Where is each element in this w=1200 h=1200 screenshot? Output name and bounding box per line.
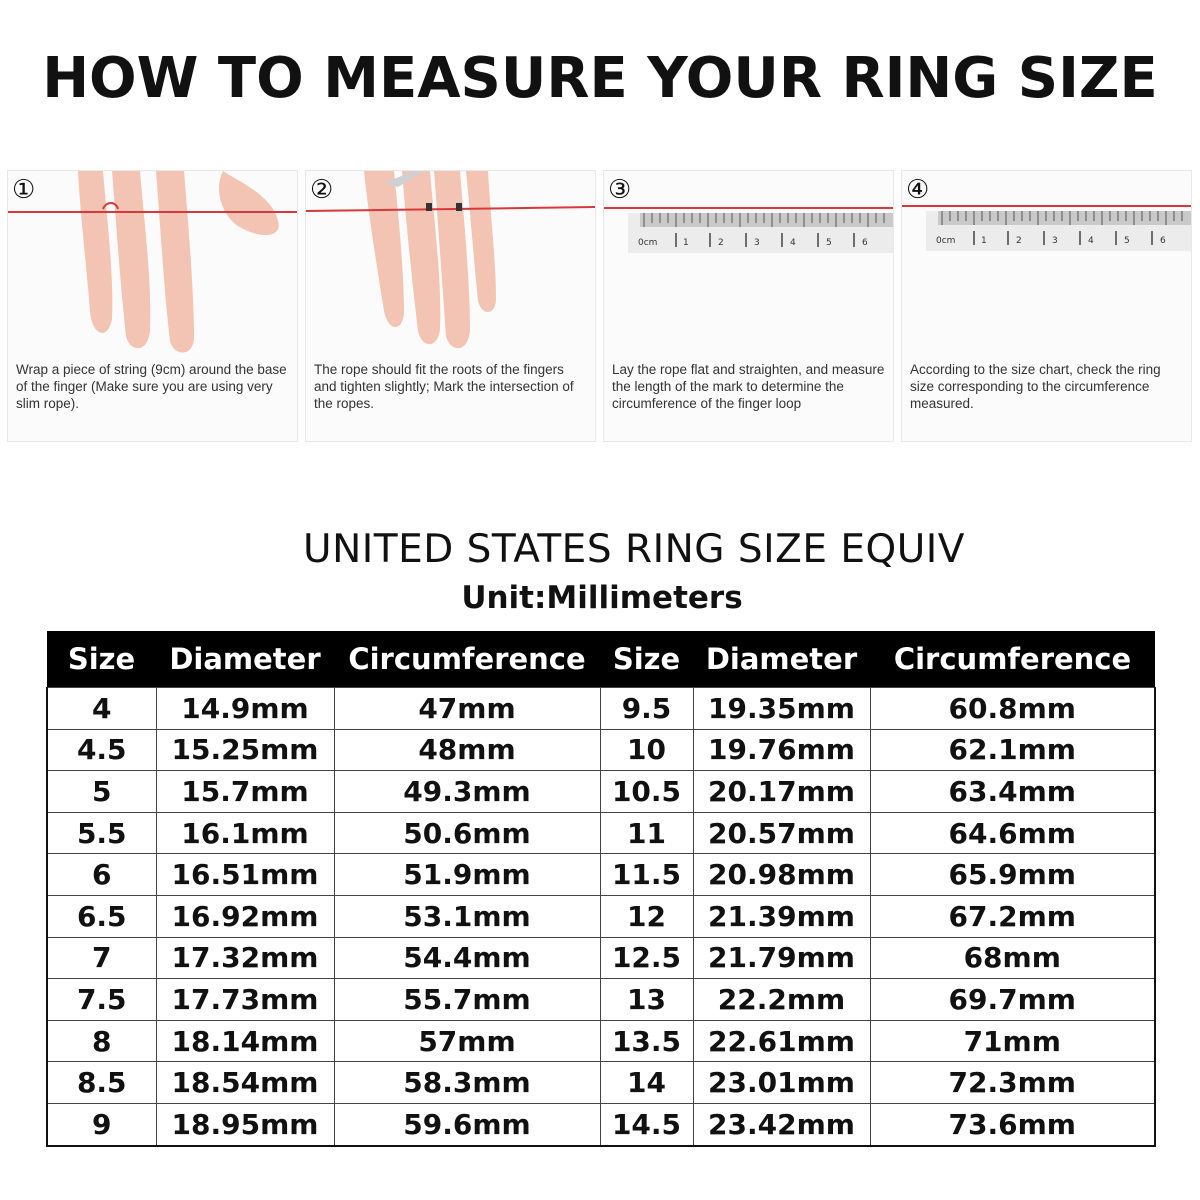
diameter-cell: 20.17mm	[693, 771, 870, 813]
size-cell: 8	[47, 1020, 156, 1062]
ring-size-table	[46, 631, 1156, 1147]
size-cell: 12	[600, 895, 693, 937]
step-number-2: ②	[310, 175, 334, 205]
table-row	[47, 1103, 1155, 1145]
table-row	[47, 1020, 1155, 1062]
size-cell: 13	[600, 979, 693, 1021]
circumference-cell: 51.9mm	[334, 854, 600, 896]
header-size: Size	[47, 631, 156, 688]
circumference-cell: 72.3mm	[870, 1062, 1155, 1104]
circumference-cell: 73.6mm	[870, 1103, 1155, 1145]
size-cell: 7	[47, 937, 156, 979]
diameter-cell: 21.39mm	[693, 895, 870, 937]
circumference-cell: 62.1mm	[870, 729, 1155, 771]
circumference-cell: 48mm	[334, 729, 600, 771]
chart-title: UNITED STATES RING SIZE EQUIV	[303, 527, 965, 572]
table-row	[47, 979, 1155, 1021]
diameter-cell: 17.32mm	[156, 937, 334, 979]
diameter-cell: 14.9mm	[156, 688, 334, 730]
circumference-cell: 55.7mm	[334, 979, 600, 1021]
header-circumference: Circumference	[334, 631, 600, 688]
diameter-cell: 20.98mm	[693, 854, 870, 896]
ruler-label-0: 0cm	[638, 238, 658, 248]
table-row	[47, 854, 1155, 896]
table-row	[47, 895, 1155, 937]
table-row	[47, 688, 1155, 730]
ruler-label-4: 4	[790, 238, 796, 248]
circumference-cell: 47mm	[334, 688, 600, 730]
step-3-text: Lay the rope flat and straighten, and measure the length of the mark to determine the circumference of the finger loop	[612, 362, 885, 411]
size-cell: 9	[47, 1103, 156, 1145]
size-cell: 5.5	[47, 812, 156, 854]
table-row	[47, 771, 1155, 813]
diameter-cell: 22.2mm	[693, 979, 870, 1021]
circumference-cell: 54.4mm	[334, 937, 600, 979]
circumference-cell: 53.1mm	[334, 895, 600, 937]
size-cell: 6.5	[47, 895, 156, 937]
step-1-card	[7, 170, 298, 442]
circumference-cell: 64.6mm	[870, 812, 1155, 854]
size-cell: 11.5	[600, 854, 693, 896]
size-cell: 4.5	[47, 729, 156, 771]
size-cell: 4	[47, 688, 156, 730]
size-cell: 10.5	[600, 771, 693, 813]
size-cell: 11	[600, 812, 693, 854]
circumference-cell: 59.6mm	[334, 1103, 600, 1145]
table-row	[47, 937, 1155, 979]
circumference-cell: 58.3mm	[334, 1062, 600, 1104]
ruler-label-5: 5	[1124, 236, 1130, 246]
size-cell: 12.5	[600, 937, 693, 979]
step-number-4: ④	[906, 175, 930, 205]
circumference-cell: 60.8mm	[870, 688, 1155, 730]
size-cell: 8.5	[47, 1062, 156, 1104]
size-cell: 7.5	[47, 979, 156, 1021]
step-3-ruler-illustration	[604, 171, 894, 356]
diameter-cell: 16.1mm	[156, 812, 334, 854]
ruler-label-3: 3	[1052, 236, 1058, 246]
step-4-text: According to the size chart, check the ring size corresponding to the circumference measured.	[910, 362, 1161, 411]
size-cell: 14.5	[600, 1103, 693, 1145]
diameter-cell: 23.01mm	[693, 1062, 870, 1104]
diameter-cell: 23.42mm	[693, 1103, 870, 1145]
circumference-cell: 68mm	[870, 937, 1155, 979]
ruler-label-1: 1	[683, 238, 689, 248]
ruler-label-4: 4	[1088, 236, 1094, 246]
step-2-card	[305, 170, 596, 442]
diameter-cell: 15.7mm	[156, 771, 334, 813]
size-cell: 9.5	[600, 688, 693, 730]
size-cell: 10	[600, 729, 693, 771]
step-1-hand-illustration	[8, 171, 298, 356]
circumference-cell: 50.6mm	[334, 812, 600, 854]
step-number-1: ①	[12, 175, 36, 205]
header-diameter: Diameter	[156, 631, 334, 688]
ruler-label-6: 6	[862, 238, 868, 248]
circumference-cell: 57mm	[334, 1020, 600, 1062]
diameter-cell: 15.25mm	[156, 729, 334, 771]
step-1-text: Wrap a piece of string (9cm) around the base of the finger (Make sure you are using very slim rope).	[16, 362, 287, 411]
step-4-card	[901, 170, 1192, 442]
size-cell: 13.5	[600, 1020, 693, 1062]
diameter-cell: 19.76mm	[693, 729, 870, 771]
step-4-ruler-illustration	[902, 171, 1192, 356]
ruler-label-5: 5	[826, 238, 832, 248]
diameter-cell: 19.35mm	[693, 688, 870, 730]
circumference-cell: 63.4mm	[870, 771, 1155, 813]
step-3-card	[603, 170, 894, 442]
diameter-cell: 20.57mm	[693, 812, 870, 854]
size-cell: 14	[600, 1062, 693, 1104]
ruler-label-2: 2	[1016, 236, 1022, 246]
diameter-cell: 18.95mm	[156, 1103, 334, 1145]
step-2-text: The rope should fit the roots of the fingers and tighten slightly; Mark the intersection of the ropes.	[314, 362, 574, 411]
ruler-label-6: 6	[1160, 236, 1166, 246]
table-row	[47, 1062, 1155, 1104]
header-size: Size	[600, 631, 693, 688]
circumference-cell: 65.9mm	[870, 854, 1155, 896]
page-title: HOW TO MEASURE YOUR RING SIZE	[42, 46, 1158, 111]
ruler-label-2: 2	[718, 238, 724, 248]
ruler-label-0: 0cm	[936, 236, 956, 246]
circumference-cell: 49.3mm	[334, 771, 600, 813]
table-header-row	[47, 631, 1155, 688]
step-2-hand-illustration	[306, 171, 596, 356]
diameter-cell: 17.73mm	[156, 979, 334, 1021]
chart-unit: Unit:Millimeters	[461, 580, 743, 616]
diameter-cell: 21.79mm	[693, 937, 870, 979]
circumference-cell: 71mm	[870, 1020, 1155, 1062]
circumference-cell: 67.2mm	[870, 895, 1155, 937]
table-row	[47, 729, 1155, 771]
table-row	[47, 812, 1155, 854]
ruler-label-1: 1	[981, 236, 987, 246]
header-circumference: Circumference	[870, 631, 1155, 688]
table-body	[47, 688, 1155, 1146]
size-cell: 5	[47, 771, 156, 813]
circumference-cell: 69.7mm	[870, 979, 1155, 1021]
ruler-label-3: 3	[754, 238, 760, 248]
diameter-cell: 16.92mm	[156, 895, 334, 937]
steps-panel	[7, 170, 1194, 444]
diameter-cell: 18.14mm	[156, 1020, 334, 1062]
diameter-cell: 16.51mm	[156, 854, 334, 896]
step-number-3: ③	[608, 175, 632, 205]
diameter-cell: 22.61mm	[693, 1020, 870, 1062]
diameter-cell: 18.54mm	[156, 1062, 334, 1104]
size-cell: 6	[47, 854, 156, 896]
header-diameter: Diameter	[693, 631, 870, 688]
